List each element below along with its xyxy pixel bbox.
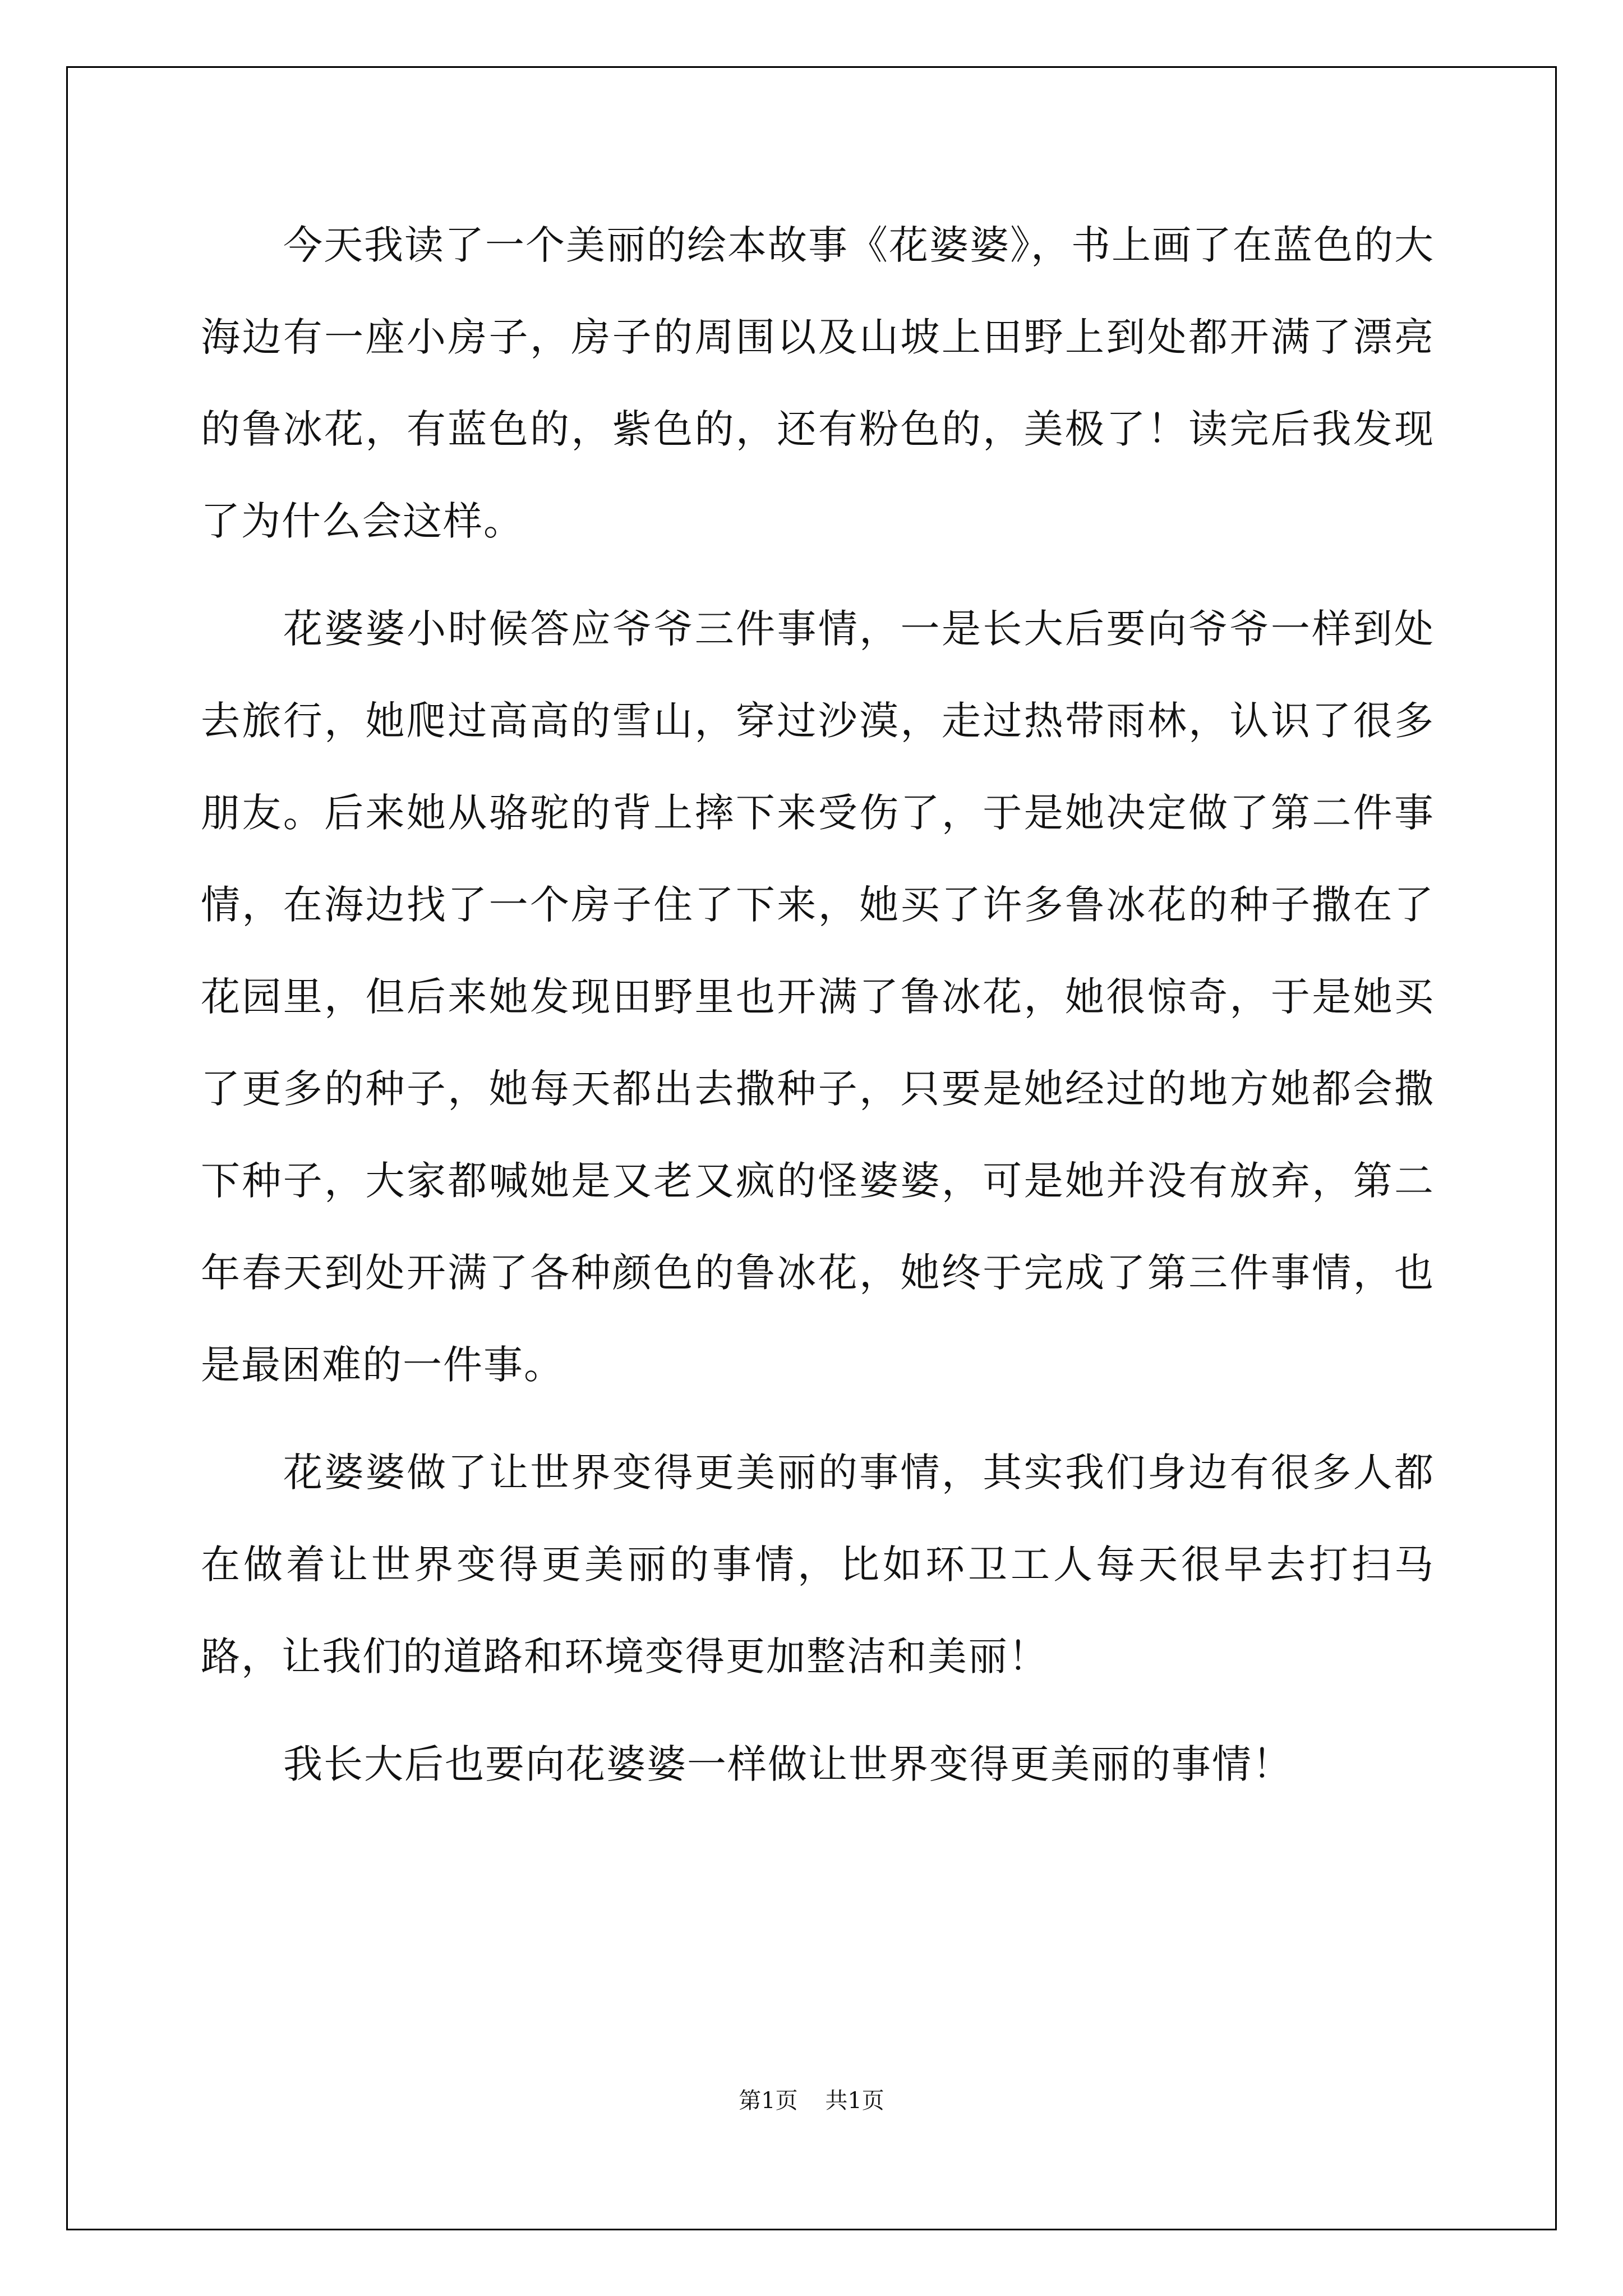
paragraph-4: 我长大后也要向花婆婆一样做让世界变得更美丽的事情！ — [283, 1741, 1293, 1787]
paragraph-1: 今天我读了一个美丽的绘本故事《花婆婆》，书上画了在蓝色的大海边有一座小房子，房子的周围以及山坡上田野上到处都开满了漂亮的鲁冰花，有蓝色的，紫色的，还有粉色的，美极了！读完后我发现了为什么会这样。 — [201, 222, 1435, 544]
page-number-current: 第1页 — [739, 2088, 798, 2114]
paragraph-2: 花婆婆小时候答应爷爷三件事情，一是长大后要向爷爷一样到处去旅行，她爬过高高的雪山，穿过沙漠，走过热带雨林，认识了很多朋友。后来她从骆驼的背上摔下来受伤了，于是她决定做了第二件事情，在海边找了一个房子住了下来，她买了许多鲁冰花的种子撒在了花园里，但后来她发现田野里也开满了鲁冰花，她很惊奇，于是她买了更多的种子，她每天都出去撒种子，只要是她经过的地方她都会撒下种子，大家都喊她是又老又疯的怪婆婆，可是她并没有放弃，第二年春天到处开满了各种颜色的鲁冰花，她终于完成了第三件事情，也是最困难的一件事。 — [201, 606, 1435, 1388]
paragraph-3: 花婆婆做了让世界变得更美丽的事情，其实我们身边有很多人都在做着让世界变得更美丽的事情，比如环卫工人每天很早去打扫马路，让我们的道路和环境变得更加整洁和美丽！ — [201, 1450, 1435, 1680]
document-body — [201, 199, 1435, 1826]
page-number-total: 共1页 — [825, 2088, 884, 2114]
page-footer — [0, 2083, 1623, 2115]
